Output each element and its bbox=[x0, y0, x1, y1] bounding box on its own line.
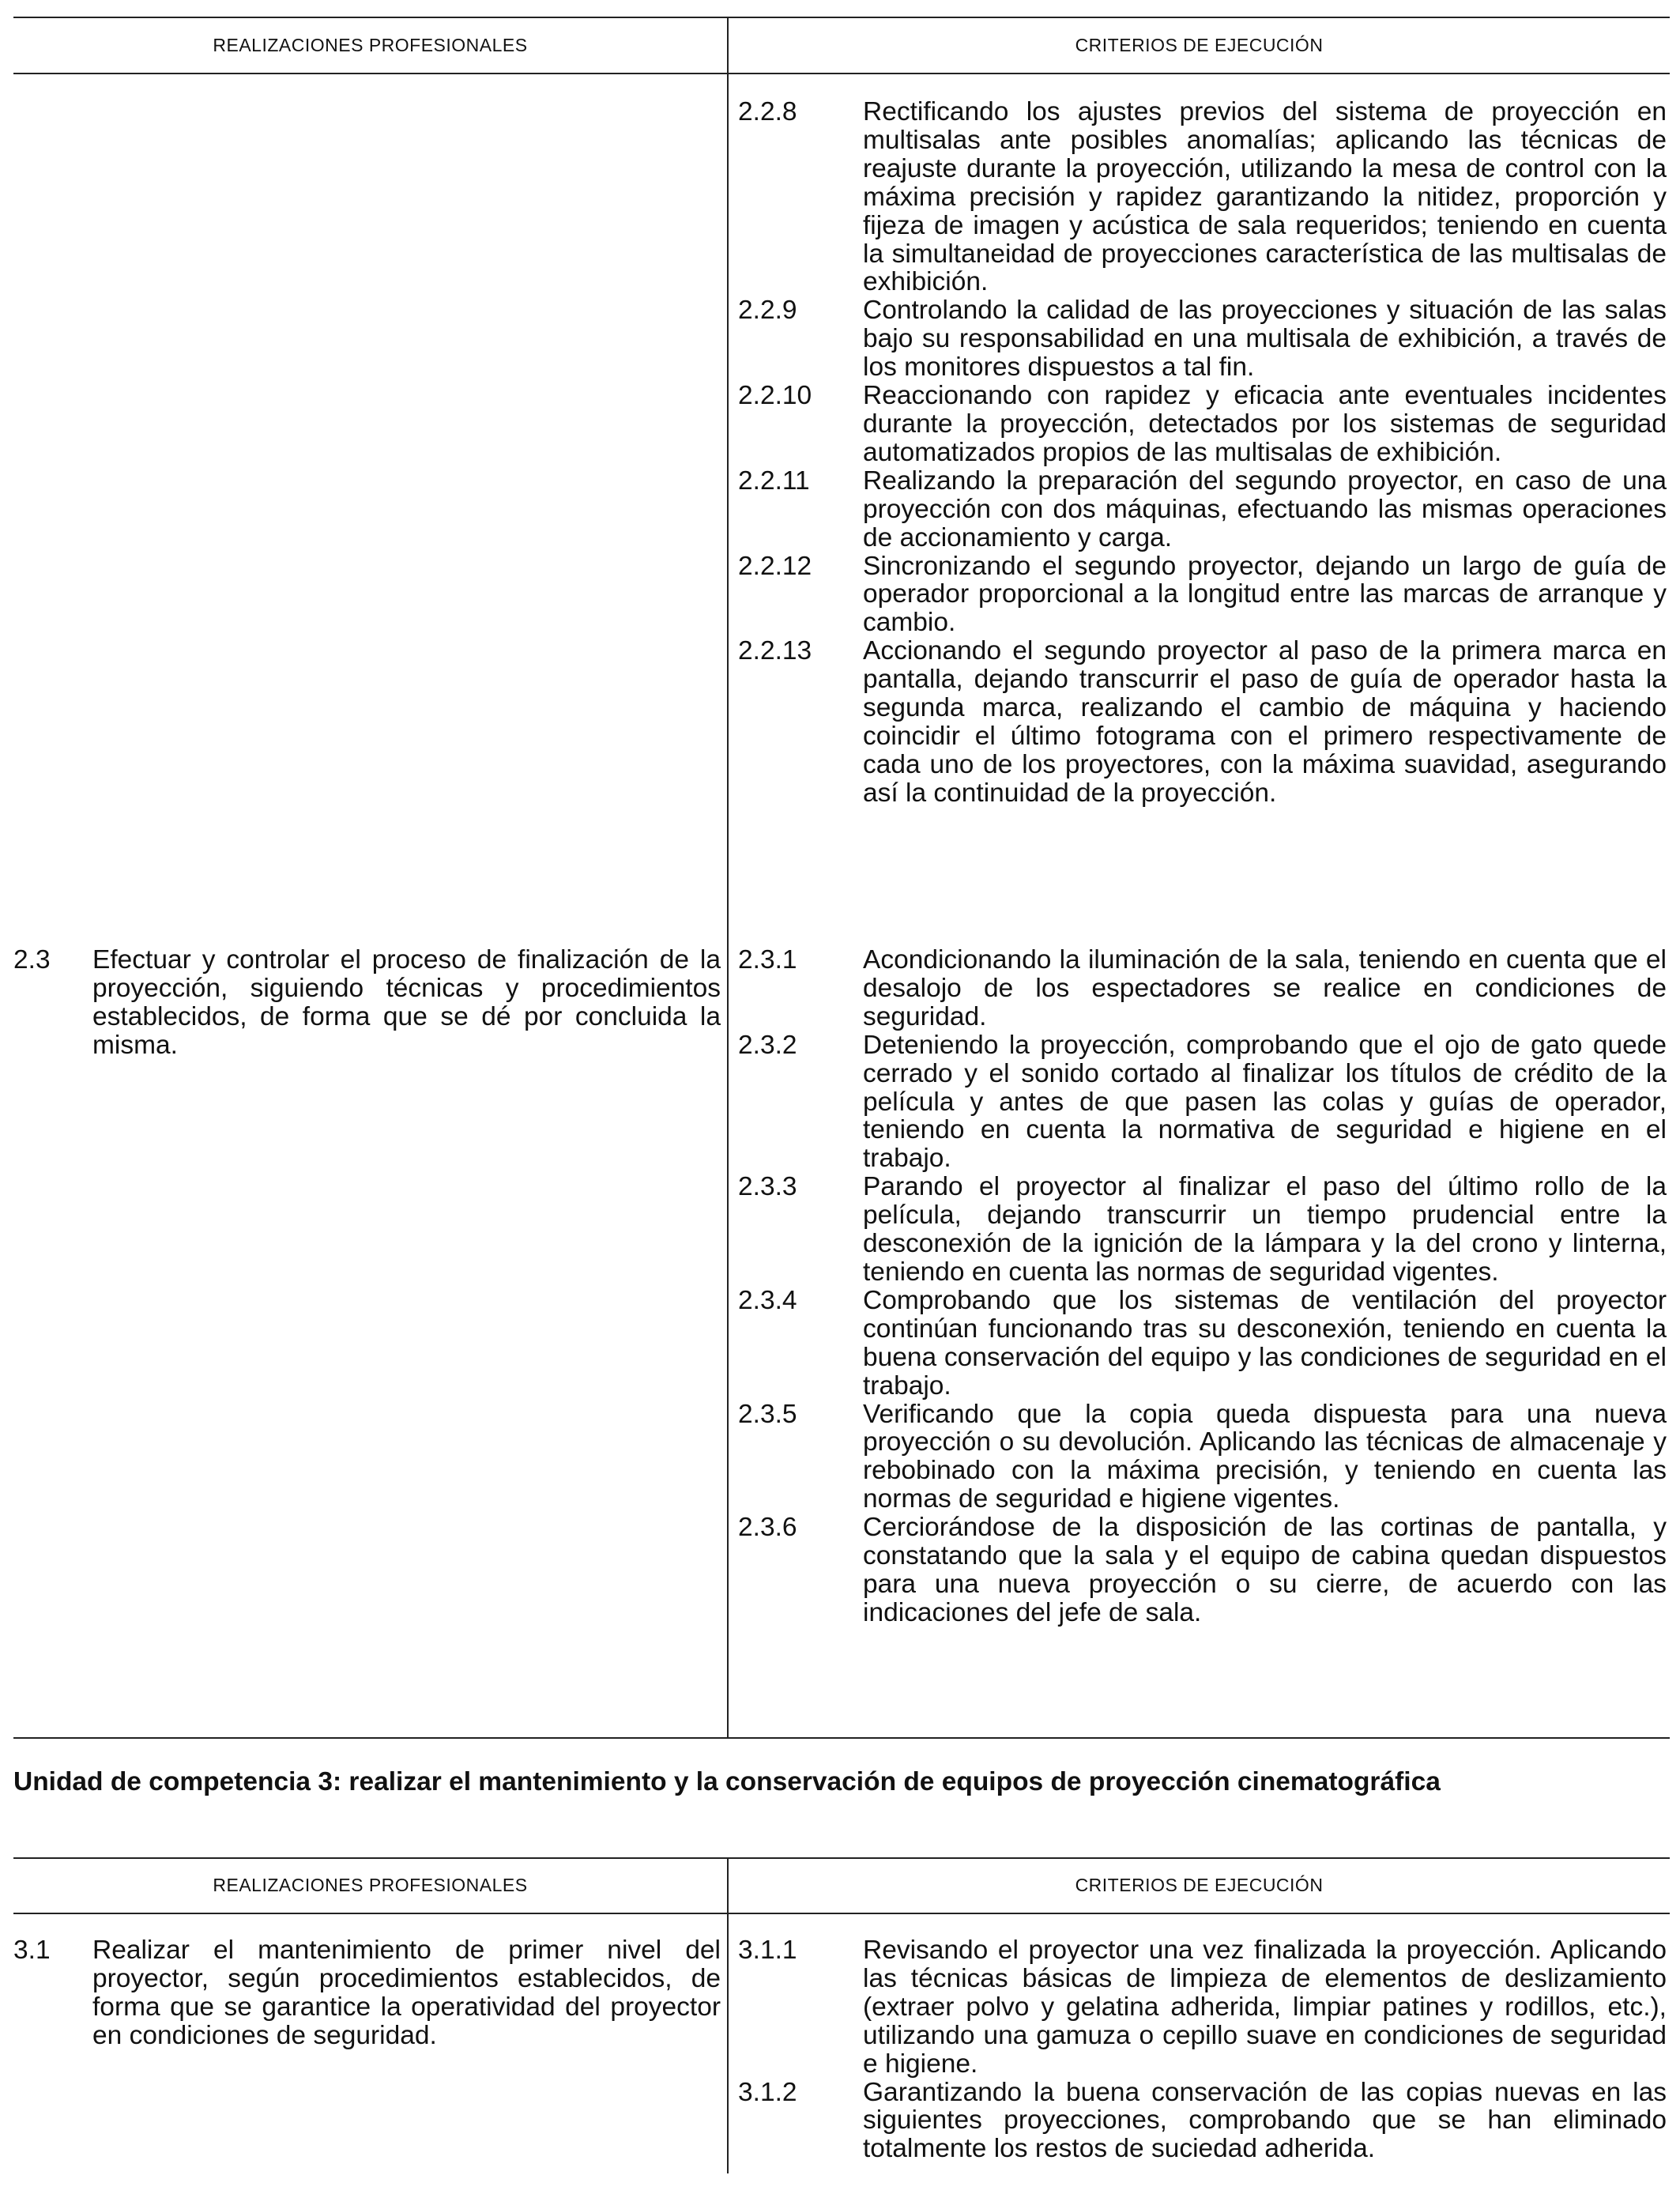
realizacion-number: 2.3 bbox=[13, 945, 51, 974]
criterion-2-3-2 bbox=[738, 1031, 1667, 1174]
criterion-number: 2.3.3 bbox=[738, 1172, 797, 1202]
realizacion-text: Efectuar y controlar el proceso de finalización de la proyección, siguiendo técnicas y procedimientos establecidos, de forma que se dé por concluida la misma. bbox=[92, 945, 721, 1060]
table1-header-rule bbox=[13, 73, 1670, 74]
realizacion-item bbox=[13, 1936, 721, 2050]
criterion-number: 2.2.12 bbox=[738, 551, 812, 581]
table2-realizacion-3-1 bbox=[13, 1936, 721, 2050]
criterion-text: Revisando el proyector una vez finalizada la proyección. Aplicando las técnicas básicas de limpieza de elementos de deslizamiento (extraer polvo y gelatina adherida, limpiar patines y rodillos, etc.), utilizando una gamuza o cepillo suave en condiciones de seguridad e higiene. bbox=[863, 1936, 1667, 2079]
criterion-2-3-6 bbox=[738, 1514, 1667, 1627]
criterion-2-3-1 bbox=[738, 946, 1667, 1031]
table1-header-criterios: CRITERIOS DE EJECUCIÓN bbox=[1075, 35, 1324, 55]
table2-header-criterios: CRITERIOS DE EJECUCIÓN bbox=[1075, 1875, 1324, 1895]
criterion-number: 2.3.4 bbox=[738, 1285, 797, 1315]
criterion-number: 2.3.1 bbox=[738, 945, 797, 974]
table2-header-rule bbox=[13, 1913, 1670, 1914]
criterion-number: 3.1.1 bbox=[738, 1936, 797, 1965]
criterion-2-2-10 bbox=[738, 382, 1667, 467]
criterion-text: Reaccionando con rapidez y eficacia ante eventuales incidentes durante la proyección, detectados por los sistemas de seguridad automatizados propios de las multisalas de exhibición. bbox=[863, 381, 1667, 467]
realizacion-item bbox=[13, 946, 721, 1060]
criterion-number: 3.1.2 bbox=[738, 2077, 797, 2107]
criterion-number: 2.3.6 bbox=[738, 1513, 797, 1543]
criterion-number: 2.2.10 bbox=[738, 381, 812, 411]
realizacion-number: 3.1 bbox=[13, 1936, 51, 1965]
table1-top-rule bbox=[13, 17, 1670, 18]
criterion-2-2-9 bbox=[738, 296, 1667, 382]
table1-header-realizaciones: REALIZACIONES PROFESIONALES bbox=[213, 35, 528, 55]
criterion-number: 2.2.8 bbox=[738, 97, 797, 126]
table1-realizacion-2-3 bbox=[13, 946, 721, 1060]
table2-header-realizaciones: REALIZACIONES PROFESIONALES bbox=[213, 1875, 528, 1895]
criterion-2-3-5 bbox=[738, 1400, 1667, 1514]
criterion-2-3-4 bbox=[738, 1287, 1667, 1400]
criterion-number: 2.3.2 bbox=[738, 1030, 797, 1060]
criterion-text: Cerciorándose de la disposición de las cortinas de pantalla, y constatando que la sala y el equipo de cabina quedan dispuestos para una nueva proyección o su cierre, de acuerdo con las indicaciones del jefe de sala. bbox=[863, 1513, 1667, 1627]
criterion-2-2-13 bbox=[738, 637, 1667, 807]
criterion-2-2-11 bbox=[738, 467, 1667, 552]
unit-of-competence-title: Unidad de competencia 3: realizar el mantenimiento y la conservación de equipos de proyección cinematográfica bbox=[13, 1767, 1441, 1796]
table1-bottom-rule bbox=[13, 1737, 1670, 1739]
criterion-text: Comprobando que los sistemas de ventilación del proyector continúan funcionando tras su desconexión, teniendo en cuenta la buena conservación del equipo y las condiciones de seguridad en el trabajo. bbox=[863, 1285, 1667, 1400]
criterion-3-1-1 bbox=[738, 1936, 1667, 2079]
criterion-3-1-2 bbox=[738, 2079, 1667, 2164]
criterion-text: Realizando la preparación del segundo proyector, en caso de una proyección con dos máquinas, efectuando las mismas operaciones de accionamiento y carga. bbox=[863, 466, 1667, 552]
criterion-2-2-12 bbox=[738, 552, 1667, 638]
table2-criteria-group-3-1 bbox=[738, 1936, 1667, 2163]
criterion-text: Garantizando la buena conservación de las copias nuevas en las siguientes proyecciones, comprobando que se han eliminado totalmente los restos de suciedad adherida. bbox=[863, 2077, 1667, 2164]
table2-column-divider bbox=[727, 1857, 729, 2173]
criterion-text: Verificando que la copia queda dispuesta para una nueva proyección o su devolución. Aplicando las técnicas de almacenaje y rebobinado con la máxima precisión, y teniendo en cuenta las normas de seguridad e higiene vigentes. bbox=[863, 1399, 1667, 1514]
criterion-text: Parando el proyector al finalizar el paso del último rollo de la película, dejando transcurrir un tiempo prudencial entre la desconexión de la ignición de la lámpara y la del crono y linterna, teniendo en cuenta las normas de seguridad vigentes. bbox=[863, 1172, 1667, 1287]
criterion-number: 2.2.9 bbox=[738, 296, 797, 326]
criterion-number: 2.2.11 bbox=[738, 466, 810, 496]
criterion-text: Controlando la calidad de las proyecciones y situación de las salas bajo su responsabilidad en una multisala de exhibición, a través de los monitores dispuestos a tal fin. bbox=[863, 296, 1667, 383]
criterion-text: Acondicionando la iluminación de la sala, teniendo en cuenta que el desalojo de los espectadores se realice en condiciones de seguridad. bbox=[863, 945, 1667, 1031]
criterion-text: Sincronizando el segundo proyector, dejando un largo de guía de operador proporcional a la longitud entre las marcas de arranque y cambio. bbox=[863, 551, 1667, 638]
criterion-number: 2.3.5 bbox=[738, 1399, 797, 1429]
criterion-text: Rectificando los ajustes previos del sistema de proyección en multisalas ante posibles anomalías; aplicando las técnicas de reajuste durante la proyección, utilizando la mesa de control con la máxima precisión y rapidez garantizando la nitidez, proporción y fijeza de imagen y acústica de sala requeridos; teniendo en cuenta la simultaneidad de proyecciones característica de las multisalas de exhibición. bbox=[863, 97, 1667, 297]
table1-criteria-group-2-2 bbox=[738, 98, 1667, 808]
criterion-text: Deteniendo la proyección, comprobando que el ojo de gato quede cerrado y el sonido cortado al finalizar los títulos de crédito de la película y antes de que pasen las colas y guías de operador, teniendo en cuenta la normativa de seguridad e higiene en el trabajo. bbox=[863, 1030, 1667, 1174]
criterion-number: 2.2.13 bbox=[738, 636, 812, 666]
table1-criteria-group-2-3 bbox=[738, 946, 1667, 1627]
criterion-2-3-3 bbox=[738, 1173, 1667, 1287]
realizacion-text: Realizar el mantenimiento de primer nivel del proyector, según procedimientos establecidos, de forma que se garantice la operatividad del proyector en condiciones de seguridad. bbox=[92, 1936, 721, 2050]
criterion-2-2-8 bbox=[738, 98, 1667, 296]
table2-top-rule bbox=[13, 1857, 1670, 1859]
table1-column-divider bbox=[727, 17, 729, 1738]
criterion-text: Accionando el segundo proyector al paso de la primera marca en pantalla, dejando transcurrir el paso de guía de operador hasta la segunda marca, realizando el cambio de máquina y haciendo coincidir el último fotograma con el primero respectivamente de cada uno de los proyectores, con la máxima suavidad, asegurando así la continuidad de la proyección. bbox=[863, 636, 1667, 808]
